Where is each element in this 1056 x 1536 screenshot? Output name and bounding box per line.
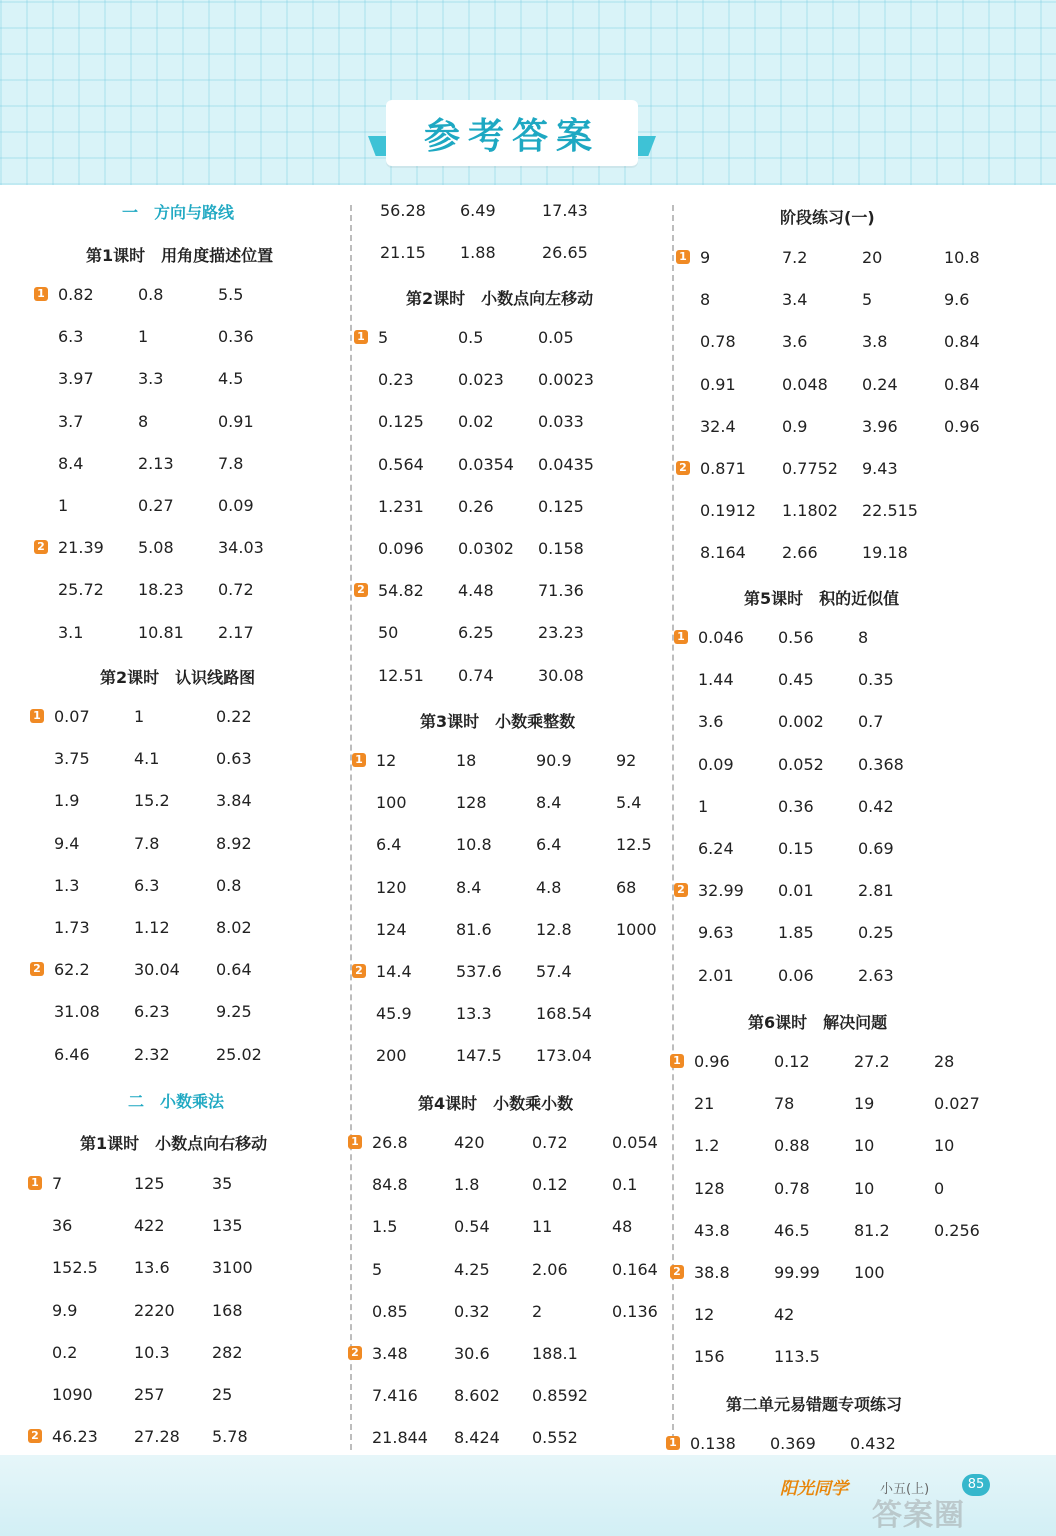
answer-value: 0.35 [858,670,894,690]
answer-value: 3.7 [58,411,84,431]
answer-value: 5.5 [218,285,244,304]
answer-value: 3.96 [862,416,898,436]
answer-value: 6.49 [460,201,496,220]
answer-value: 3.97 [58,369,94,389]
question-number-badge: 2 [28,1429,42,1443]
answer-value: 120 [376,877,407,897]
question-number-badge: 1 [666,1436,680,1450]
answer-value: 0.12 [774,1052,810,1071]
answer-value: 0.36 [778,796,814,816]
answer-value: 0.45 [778,670,814,690]
answer-value: 10 [854,1178,875,1198]
unit-heading: 二 小数乘法 [128,1092,225,1111]
question-number-badge: 1 [352,753,366,767]
answer-value: 3.6 [782,332,808,352]
answer-value: 1 [134,707,145,726]
answer-value: 30.6 [454,1344,490,1363]
answer-value: 21.15 [380,243,426,263]
answer-value: 54.82 [378,581,424,601]
answer-value: 0.8592 [532,1386,588,1406]
column-divider [350,205,352,1450]
answer-value: 0.0302 [458,539,514,558]
answer-value: 8.02 [216,918,252,937]
answer-value: 21.844 [372,1428,428,1448]
answer-value: 0.07 [54,707,90,726]
answer-value: 8.164 [700,543,746,563]
answer-value: 0.871 [700,459,746,478]
answer-value: 27.2 [854,1052,890,1071]
answer-value: 0.8 [138,285,164,304]
answer-value: 11 [532,1217,553,1237]
answer-value: 0.7752 [782,459,838,478]
answer-value: 13.3 [456,1004,492,1024]
answer-value: 0.432 [850,1434,896,1453]
answer-value: 3.75 [54,749,90,769]
answer-value: 26.8 [372,1133,408,1152]
answer-value: 0.84 [944,374,980,394]
answer-value: 6.4 [376,835,402,855]
lesson-heading: 第4课时 小数乘小数 [418,1094,574,1113]
answer-value: 1090 [52,1385,93,1404]
answer-value: 12 [694,1305,715,1325]
answer-value: 4.1 [134,749,160,769]
answer-value: 2.32 [134,1044,170,1064]
answer-value: 25.02 [216,1044,262,1064]
answer-value: 1.73 [54,918,90,937]
answer-value: 0.1 [612,1175,638,1195]
answer-value: 2220 [134,1300,175,1320]
answer-value: 0.02 [458,412,494,432]
answer-value: 30.04 [134,960,180,980]
answer-value: 0.05 [538,328,574,347]
answer-value: 3.84 [216,791,252,811]
answer-value: 113.5 [774,1347,820,1367]
answer-value: 9.63 [698,923,734,943]
answer-value: 8.92 [216,833,252,853]
answer-value: 68 [616,877,637,897]
answer-value: 81.2 [854,1220,890,1240]
answer-value: 125 [134,1174,165,1193]
answer-value: 90.9 [536,751,572,770]
answer-value: 0.027 [934,1094,980,1114]
question-number-badge: 2 [30,962,44,976]
answer-value: 43.8 [694,1220,730,1240]
answer-value: 19 [854,1094,875,1114]
lesson-heading: 第2课时 小数点向左移动 [406,289,594,308]
answer-value: 0.09 [218,496,254,515]
answer-value: 9.9 [52,1300,78,1320]
answer-value: 0.25 [858,923,894,943]
answer-value: 0.096 [378,539,424,558]
answer-value: 38.8 [694,1263,730,1282]
answer-value: 0.96 [694,1052,730,1071]
answer-value: 0.125 [378,412,424,432]
answer-value: 10 [854,1136,875,1156]
answer-value: 48 [612,1217,633,1237]
answer-value: 10.81 [138,622,184,642]
answer-value: 3.6 [698,712,724,732]
answer-value: 0.046 [698,628,744,647]
answer-value: 78 [774,1094,795,1114]
answer-value: 0.06 [778,965,814,985]
answer-value: 1000 [616,919,657,939]
answer-value: 8.424 [454,1428,500,1448]
answer-value: 135 [212,1216,243,1236]
answer-value: 2.17 [218,622,254,642]
lesson-heading: 第3课时 小数乘整数 [420,712,576,731]
answer-value: 21.39 [58,538,104,558]
answer-value: 28 [934,1052,955,1071]
answer-value: 18 [456,751,477,770]
question-number-badge: 2 [670,1265,684,1279]
answer-value: 0.85 [372,1301,408,1321]
answer-value: 0.36 [218,327,254,347]
answer-value: 1.12 [134,918,170,937]
answer-value: 4.25 [454,1259,490,1279]
answer-value: 0.5 [458,328,484,347]
answer-value: 1.44 [698,670,734,690]
answer-value: 537.6 [456,962,502,981]
answer-value: 3.1 [58,622,84,642]
answer-value: 0.125 [538,496,584,516]
answer-value: 0.136 [612,1301,658,1321]
answer-value: 12.51 [378,665,424,685]
answer-value: 6.25 [458,623,494,643]
answer-value: 147.5 [456,1046,502,1066]
answer-value: 0.01 [778,881,814,901]
answer-value: 2.06 [532,1259,568,1279]
answer-value: 1.2 [694,1136,720,1156]
answer-value: 46.23 [52,1427,98,1447]
answer-value: 0.78 [700,332,736,352]
answer-value: 9.4 [54,833,80,853]
answer-value: 0.048 [782,374,828,394]
answer-value: 0.27 [138,496,174,515]
question-number-badge: 1 [354,330,368,344]
answer-value: 3.48 [372,1344,408,1363]
answer-value: 6.3 [58,327,84,347]
answer-value: 12.8 [536,919,572,939]
question-number-badge: 2 [354,583,368,597]
answer-value: 188.1 [532,1344,578,1363]
answer-value: 10 [934,1136,955,1156]
lesson-heading: 第1课时 小数点向右移动 [80,1134,268,1153]
answer-value: 156 [694,1347,725,1367]
answer-value: 56.28 [380,201,426,220]
answer-value: 0.12 [532,1175,568,1195]
answer-value: 0.64 [216,960,252,980]
answer-value: 2.63 [858,965,894,985]
answer-value: 30.08 [538,665,584,685]
answer-value: 57.4 [536,962,572,981]
answer-value: 46.5 [774,1220,810,1240]
answer-value: 0.7 [858,712,884,732]
question-number-badge: 2 [34,540,48,554]
answer-value: 5.08 [138,538,174,558]
answer-value: 1.88 [460,243,496,263]
answer-value: 0.368 [858,754,904,774]
page-number: 85 [962,1474,990,1496]
answer-value: 1 [138,327,149,347]
answer-value: 12 [376,751,397,770]
answer-value: 0.22 [216,707,252,726]
answer-value: 3.4 [782,290,808,310]
answer-value: 128 [694,1178,725,1198]
answer-value: 0.84 [944,332,980,352]
answer-value: 0.72 [532,1133,568,1152]
answer-value: 25.72 [58,580,104,600]
answer-value: 10.8 [944,248,980,267]
answer-value: 0.56 [778,628,814,647]
answer-value: 34.03 [218,538,264,558]
answer-value: 3.8 [862,332,888,352]
brand-logo: 阳光同学 [780,1479,848,1499]
answer-value: 4.8 [536,877,562,897]
answer-value: 0.91 [218,411,254,431]
answer-value: 22.515 [862,501,918,521]
answer-value: 0.32 [454,1301,490,1321]
answer-value: 14.4 [376,962,412,981]
answer-value: 0.63 [216,749,252,769]
answer-value: 0.1912 [700,501,756,521]
answer-value: 422 [134,1216,165,1236]
answer-value: 7.416 [372,1386,418,1406]
answer-value: 0.369 [770,1434,816,1453]
answer-value: 99.99 [774,1263,820,1282]
answer-value: 0.0354 [458,454,514,474]
answer-value: 7 [52,1174,63,1193]
answer-value: 13.6 [134,1258,170,1278]
answer-value: 168.54 [536,1004,592,1024]
answer-value: 6.24 [698,839,734,858]
answer-value: 2.66 [782,543,818,563]
answer-value: 0.96 [944,416,980,436]
answer-value: 10.3 [134,1342,170,1362]
answer-value: 2.81 [858,881,894,901]
answer-value: 8 [138,411,149,431]
answer-value: 25 [212,1385,233,1404]
answer-value: 0.54 [454,1217,490,1237]
answer-value: 1.3 [54,875,80,895]
answer-value: 81.6 [456,919,492,939]
answer-value: 0.564 [378,454,424,474]
answer-value: 0.8 [216,875,242,895]
answer-value: 152.5 [52,1258,98,1278]
answer-value: 0.023 [458,370,504,390]
answer-value: 8.4 [456,877,482,897]
answer-value: 4.48 [458,581,494,601]
answer-value: 0.78 [774,1178,810,1198]
answer-value: 420 [454,1133,485,1152]
answer-value: 6.23 [134,1002,170,1022]
answer-value: 0.09 [698,754,734,774]
answer-value: 0.88 [774,1136,810,1156]
answer-value: 27.28 [134,1427,180,1447]
lesson-heading: 第6课时 解决问题 [748,1013,888,1032]
answer-value: 0.054 [612,1133,658,1152]
answer-value: 1.8 [454,1175,480,1195]
answer-value: 1.231 [378,496,424,516]
answer-value: 4.5 [218,369,244,389]
answer-value: 15.2 [134,791,170,811]
answer-value: 1.85 [778,923,814,943]
answer-value: 0.42 [858,796,894,816]
answer-value: 0.23 [378,370,414,390]
page-title: 参考答案 [386,100,638,166]
answer-value: 100 [854,1263,885,1282]
answer-value: 10.8 [456,835,492,855]
answer-value: 6.46 [54,1044,90,1064]
answer-value: 19.18 [862,543,908,563]
answer-value: 26.65 [542,243,588,263]
answer-value: 71.36 [538,581,584,601]
question-number-badge: 2 [676,461,690,475]
lesson-heading: 第1课时 用角度描述位置 [86,246,274,265]
answer-value: 6.3 [134,875,160,895]
answer-value: 5 [378,328,389,347]
answer-value: 5.78 [212,1427,248,1447]
answer-value: 5 [862,290,873,310]
answer-value: 0.0435 [538,454,594,474]
column-divider [672,205,674,1450]
question-number-badge: 1 [676,250,690,264]
answer-value: 9.43 [862,459,898,478]
question-number-badge: 2 [352,964,366,978]
answer-value: 6.4 [536,835,562,855]
answer-value: 0.2 [52,1342,78,1362]
answer-value: 45.9 [376,1004,412,1024]
answer-value: 2.13 [138,453,174,473]
answer-value: 21 [694,1094,715,1114]
answer-value: 3100 [212,1258,253,1278]
answer-value: 35 [212,1174,233,1193]
answer-value: 0.0023 [538,370,594,390]
answer-value: 1.1802 [782,501,838,521]
answer-value: 9 [700,248,711,267]
answer-value: 0.72 [218,580,254,600]
answer-value: 84.8 [372,1175,408,1195]
answer-value: 0.158 [538,539,584,558]
answer-value: 42 [774,1305,795,1325]
answer-value: 5.4 [616,793,642,813]
answer-value: 1.5 [372,1217,398,1237]
answer-value: 18.23 [138,580,184,600]
question-number-badge: 2 [674,883,688,897]
answer-value: 62.2 [54,960,90,980]
answer-value: 282 [212,1342,243,1362]
answer-value: 257 [134,1385,165,1404]
answer-value: 173.04 [536,1046,592,1066]
lesson-heading: 第2课时 认识线路图 [100,668,256,687]
answer-value: 17.43 [542,201,588,220]
lesson-heading: 第二单元易错题专项练习 [726,1395,903,1414]
answer-value: 8 [700,290,711,310]
answer-value: 0.91 [700,374,736,394]
answer-value: 32.99 [698,881,744,901]
question-number-badge: 2 [348,1346,362,1360]
answer-value: 0.15 [778,839,814,858]
answer-value: 1 [698,796,709,816]
answer-value: 100 [376,793,407,813]
answer-value: 8.602 [454,1386,500,1406]
answer-value: 2 [532,1301,543,1321]
answer-value: 8.4 [58,453,84,473]
question-number-badge: 1 [28,1176,42,1190]
answer-value: 92 [616,751,637,770]
question-number-badge: 1 [348,1135,362,1149]
answer-value: 7.8 [218,453,244,473]
answer-value: 23.23 [538,623,584,643]
answer-value: 31.08 [54,1002,100,1022]
question-number-badge: 1 [34,287,48,301]
answer-value: 20 [862,248,883,267]
grade-label: 小五(上) [880,1482,930,1497]
answer-value: 0.82 [58,285,94,304]
question-number-badge: 1 [30,709,44,723]
answer-value: 0.24 [862,374,898,394]
answer-value: 200 [376,1046,407,1066]
question-number-badge: 1 [674,630,688,644]
answer-value: 12.5 [616,835,652,855]
answer-value: 2.01 [698,965,734,985]
answer-value: 0.033 [538,412,584,432]
answer-value: 124 [376,919,407,939]
answer-value: 0.138 [690,1434,736,1453]
answer-value: 0 [934,1178,945,1198]
answer-value: 8.4 [536,793,562,813]
answer-value: 36 [52,1216,73,1236]
question-number-badge: 1 [670,1054,684,1068]
answer-value: 1 [58,496,69,515]
answer-value: 7.2 [782,248,808,267]
unit-heading: 一 方向与路线 [122,203,235,222]
answer-value: 50 [378,623,399,643]
watermark: 答案圈 [872,1498,965,1533]
answer-value: 9.25 [216,1002,252,1022]
lesson-heading: 阶段练习(一) [780,208,875,227]
answer-value: 9.6 [944,290,970,310]
answer-value: 7.8 [134,833,160,853]
answer-value: 5 [372,1259,383,1279]
answer-value: 0.552 [532,1428,578,1448]
answer-value: 0.052 [778,754,824,774]
answer-value: 3.3 [138,369,164,389]
lesson-heading: 第5课时 积的近似值 [744,589,900,608]
answer-value: 0.74 [458,665,494,685]
answer-value: 0.164 [612,1259,658,1279]
answer-value: 0.26 [458,496,494,516]
answer-value: 1.9 [54,791,80,811]
answer-value: 0.002 [778,712,824,732]
answer-value: 0.69 [858,839,894,858]
answer-value: 0.256 [934,1220,980,1240]
answer-value: 128 [456,793,487,813]
answer-value: 0.9 [782,416,808,436]
answer-value: 32.4 [700,416,736,436]
answer-value: 8 [858,628,869,647]
answer-value: 168 [212,1300,243,1320]
